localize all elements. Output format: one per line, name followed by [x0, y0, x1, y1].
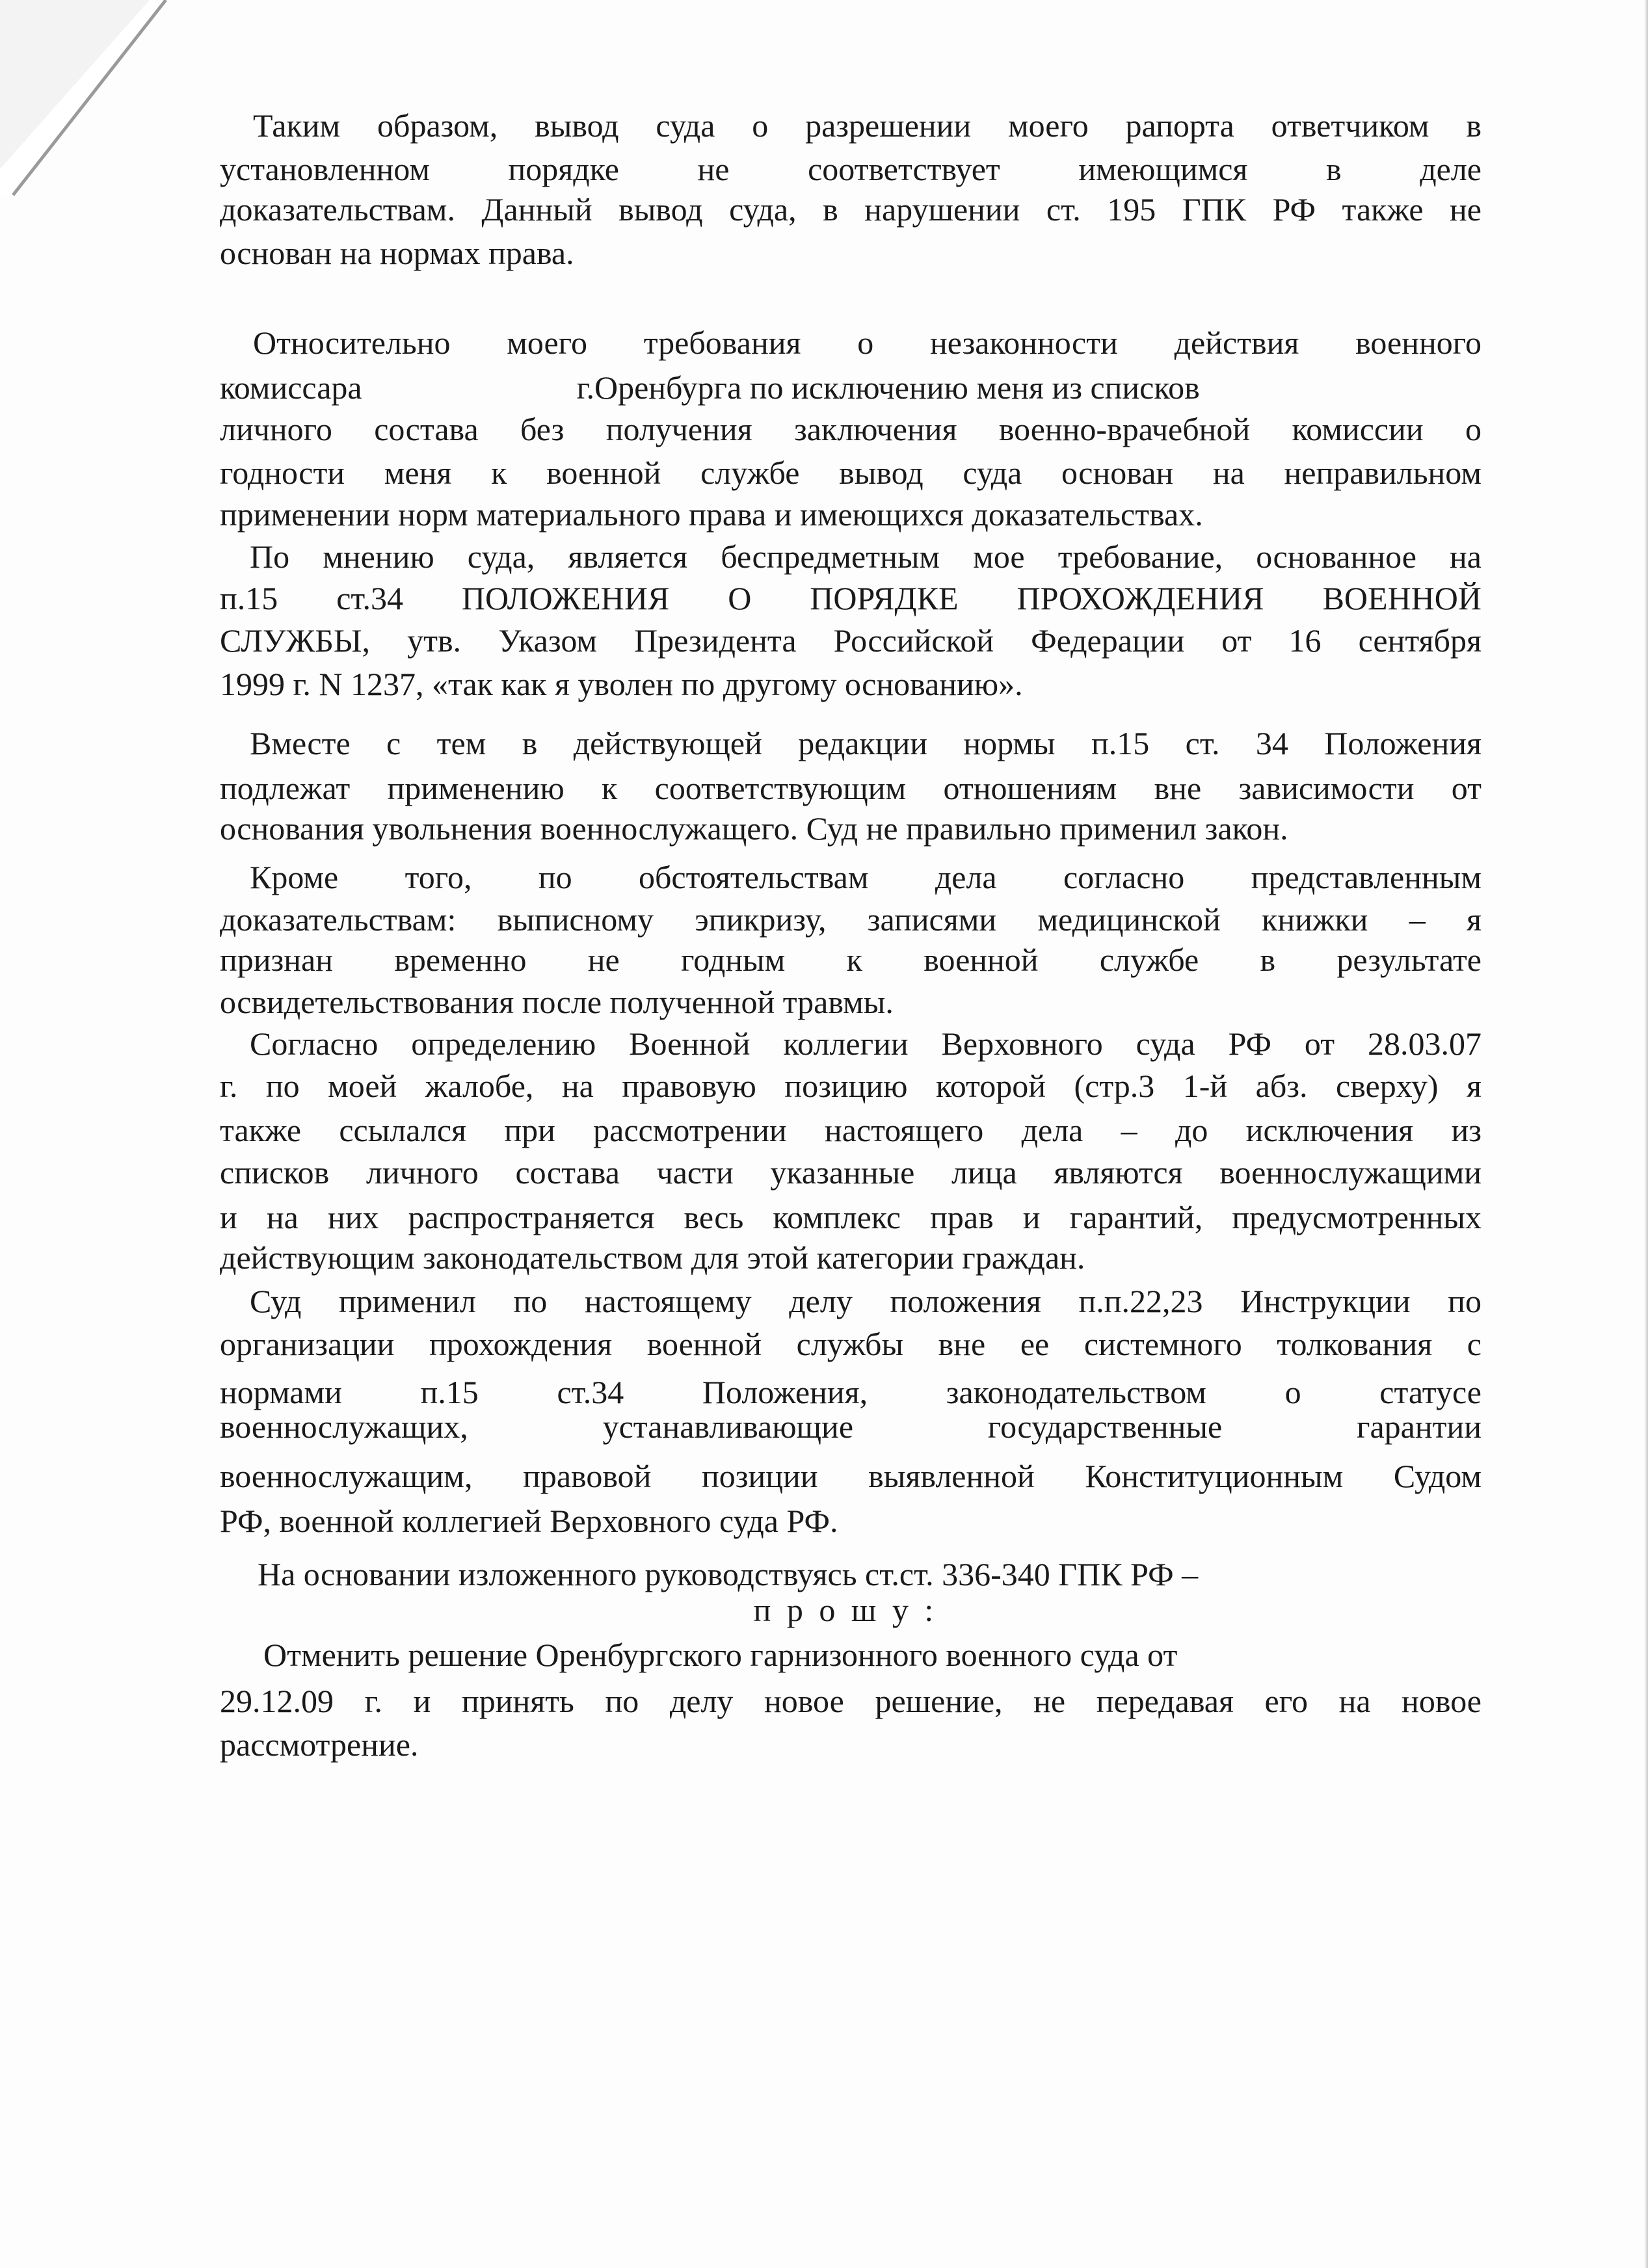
text-line: 29.12.09 г. и принять по делу новое решение, не передавая его на новое	[220, 1683, 1482, 1719]
text-line: На основании изложенного руководствуясь ст.ст. 336-340 ГПК РФ –	[258, 1556, 1199, 1592]
text-line: РФ, военной коллегией Верховного суда РФ.	[220, 1503, 838, 1539]
text-line: применении норм материального права и имеющихся доказательствах.	[220, 496, 1203, 533]
text-line: подлежат применению к соответствующим отношениям вне зависимости от	[220, 770, 1482, 806]
text-line: Отменить решение Оренбургского гарнизонного военного суда от	[263, 1637, 1178, 1673]
text-line: списков личного состава части указанные лица являются военнослужащими	[220, 1154, 1482, 1191]
text-line: личного состава без получения заключения военно-врачебной комиссии о	[220, 411, 1482, 447]
text-line: военнослужащих, устанавливающие государственные гарантии	[220, 1408, 1482, 1445]
text-line: организации прохождения военной службы вне ее системного толкования с	[220, 1326, 1482, 1362]
text-fragment: г.Оренбурга по исключению меня из списков	[576, 369, 1200, 406]
text-line: установленном порядке не соответствует имеющимся в деле	[220, 151, 1482, 187]
text-line: По мнению суда, является беспредметным мое требование, основанное на	[250, 538, 1482, 575]
scan-right-edge	[1644, 0, 1648, 2268]
text-line: нормами п.15 ст.34 Положения, законодательством о статусе	[220, 1374, 1482, 1410]
text-fragment: комиссара	[220, 369, 362, 406]
text-line: п.15 ст.34 ПОЛОЖЕНИЯ О ПОРЯДКЕ ПРОХОЖДЕНИЯ ВОЕННОЙ	[220, 580, 1482, 616]
text-line: основания увольнения военнослужащего. Суд не правильно применил закон.	[220, 810, 1288, 847]
text-line: основан на нормах права.	[220, 235, 574, 271]
request-heading: п р о ш у :	[753, 1592, 938, 1628]
text-line: 1999 г. N 1237, «так как я уволен по другому основанию».	[220, 666, 1023, 702]
text-line: действующим законодательством для этой категории граждан.	[220, 1239, 1085, 1276]
text-line: Кроме того, по обстоятельствам дела согласно представленным	[250, 859, 1482, 895]
text-line: годности меня к военной службе вывод суда основан на неправильном	[220, 455, 1482, 491]
text-line: доказательствам: выписному эпикризу, записями медицинской книжки – я	[220, 901, 1482, 938]
text-line: также ссылался при рассмотрении настоящего дела – до исключения из	[220, 1112, 1482, 1148]
text-line: СЛУЖБЫ, утв. Указом Президента Российской Федерации от 16 сентября	[220, 622, 1482, 659]
text-line: Вместе с тем в действующей редакции нормы п.15 ст. 34 Положения	[250, 725, 1482, 761]
folded-corner-shadow	[0, 0, 195, 208]
text-line: признан временно не годным к военной службе в результате	[220, 942, 1482, 978]
text-line: Относительно моего требования о незаконности действия военного	[253, 324, 1482, 361]
text-line: Таким образом, вывод суда о разрешении моего рапорта ответчиком в	[253, 107, 1482, 144]
text-line: рассмотрение.	[220, 1726, 419, 1763]
text-line: Суд применил по настоящему делу положения п.п.22,23 Инструкции по	[250, 1283, 1482, 1319]
text-line: военнослужащим, правовой позиции выявленной Конституционным Судом	[220, 1458, 1482, 1494]
text-line: Согласно определению Военной коллегии Верховного суда РФ от 28.03.07	[250, 1025, 1482, 1062]
text-line: доказательствам. Данный вывод суда, в нарушении ст. 195 ГПК РФ также не	[220, 191, 1482, 228]
text-line: освидетельствования после полученной травмы.	[220, 984, 894, 1020]
text-line	[220, 366, 1482, 409]
text-line: г. по моей жалобе, на правовую позицию которой (стр.3 1-й абз. сверху) я	[220, 1068, 1482, 1104]
text-line: и на них распространяется весь комплекс прав и гарантий, предусмотренных	[220, 1199, 1482, 1235]
